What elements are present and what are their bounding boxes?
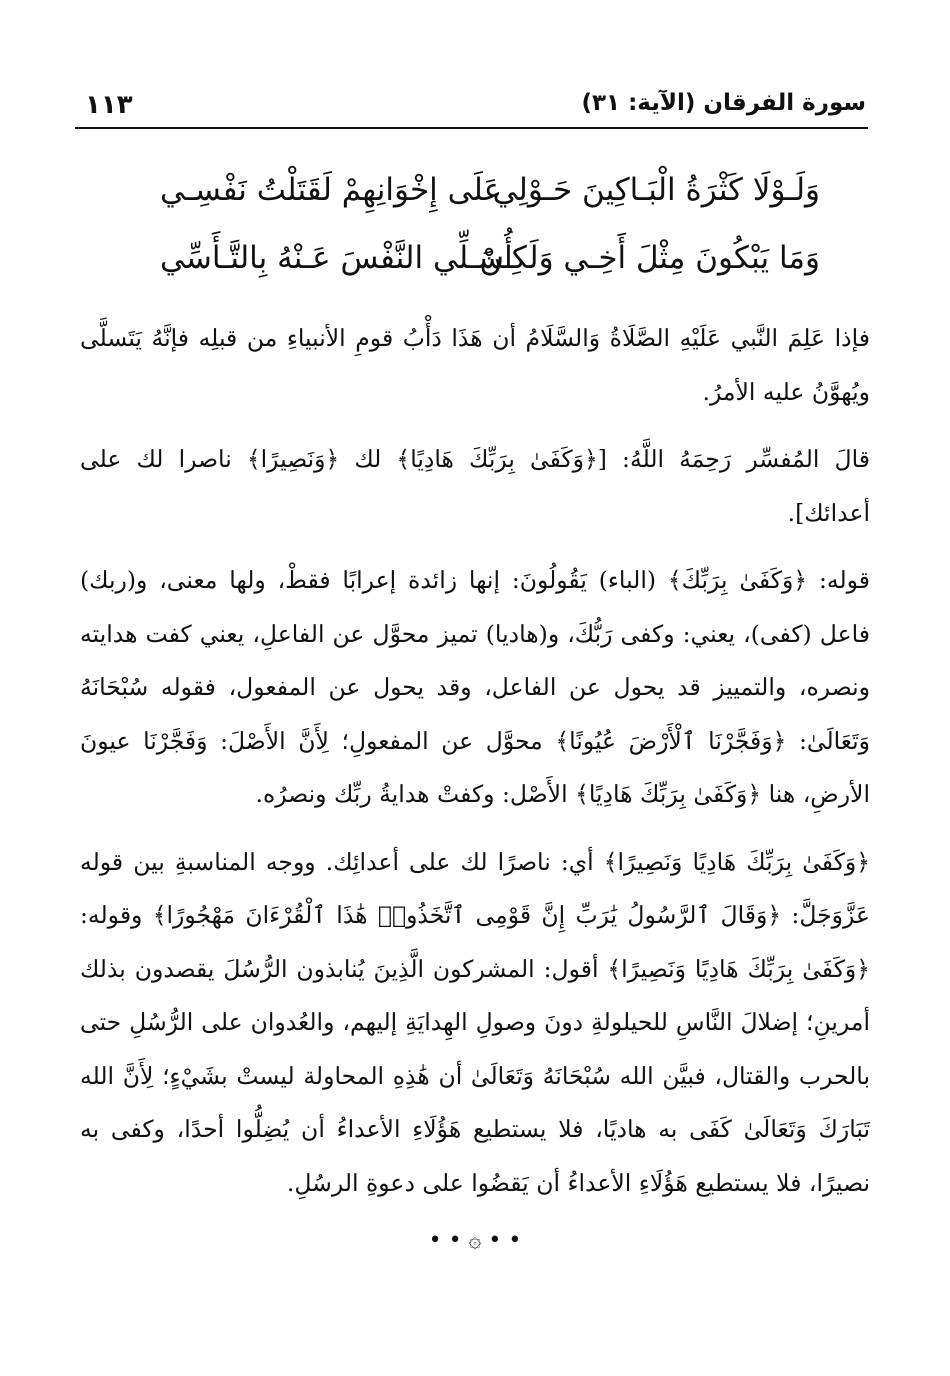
poem-verse-2-second-hemistich: أُسَـلِّي النَّفْسَ عَـنْهُ بِالتَّـأَسِّي: [160, 240, 513, 276]
poem-verse-1-second-hemistich: عَلَى إِخْوَانِهِمْ لَقَتَلْتُ نَفْسِـي: [160, 172, 503, 208]
poem-verse-2-first-hemistich: وَمَا يَبْكُونَ مِثْلَ أَخِـي وَلَكِـنْ: [479, 240, 820, 276]
header-divider: [75, 127, 868, 129]
poem-verse-1-first-hemistich: وَلَـوْلَا كَثْرَةُ الْبَـاكِينَ حَـوْلِي: [492, 172, 820, 208]
poem-verse-1: [130, 172, 820, 222]
poem-verse-2: [130, 240, 820, 290]
paragraph-spacer: [80, 540, 870, 554]
paragraph-2: قالَ المُفسِّر رَحِمَهُ اللَّهُ: [﴿وَكَفَىٰ بِرَبِّكَ هَادِيًا﴾ لك ﴿وَنَصِيرًا﴾ ناصرا لك على أعدائك].: [80, 445, 870, 527]
body-text: [80, 312, 870, 1210]
paragraph-spacer: [80, 822, 870, 836]
page-number: ١١٣: [85, 90, 133, 120]
paragraph-3: قوله: ﴿وَكَفَىٰ بِرَبِّكَ﴾ (الباء) يَقُولُونَ: إنها زائدة إعرابًا فقطْ، ولها معنى، و(ربك) فاعل (كفى)، يعني: وكفى رَبُّكَ، و(هاديا) تميز محوَّل عن الفاعلِ، يعني كفت هدايته ونصره، والتمييز قد يحول عن الفاعل، وقد يحول عن المفعول، فقوله سُبْحَانَهُ وَتَعَالَىٰ: ﴿وَفَجَّرْنَا ٱلْأَرْضَ عُيُونًا﴾ محوَّل عن المفعولِ؛ لِأَنَّ الأَصْلَ: وَفَجَّرْنَا عيونَ الأرضِ، هنا ﴿وَكَفَىٰ بِرَبِّكَ هَادِيًا﴾ الأَصْل: وكفتْ هدايةُ ربِّك ونصرُه.: [80, 566, 870, 808]
end-ornament: • • ۞ • •: [428, 1228, 522, 1253]
page-header: [75, 88, 868, 124]
paragraph-1: فإذا عَلِمَ النَّبي عَلَيْهِ الصَّلَاةُ وَالسَّلَامُ أن هَذَا دَأْبُ قومِ الأنبياءِ من قبلِه فإنَّهُ يَتَسلَّى ويُهوَّنُ عليه الأمرُ.: [80, 324, 870, 406]
running-title: سورة الفرقان (الآية: ٣١): [581, 90, 866, 116]
paragraph-4: ﴿وَكَفَىٰ بِرَبِّكَ هَادِيًا وَنَصِيرًا﴾ أي: ناصرًا لك على أعدائِك. ووجه المناسبةِ بين قوله عَزَّوَجَلَّ: ﴿وَقَالَ ٱلرَّسُولُ يَٰرَبِّ إِنَّ قَوْمِى ٱتَّخَذُوا۟ هَٰذَا ٱلْقُرْءَانَ مَهْجُورًا﴾ وقوله: ﴿وَكَفَىٰ بِرَبِّكَ هَادِيًا وَنَصِيرًا﴾ أقول: المشركون الَّذِينَ يُنابذون الرُّسُلَ يقصدون بذلك أمرينِ؛ إضلالَ النَّاسِ للحيلولةِ دونَ وصولِ الهِدايَةِ إليهم، والعُدوان على الرُّسُلِ حتى بالحرب والقتال، فبيَّن الله سُبْحَانَهُ وَتَعَالَىٰ أن هَٰذِهِ المحاولة ليستْ بشَيْءٍ؛ لِأَنَّ الله تَبَارَكَ وَتَعَالَىٰ كَفَى به هاديًا، فلا يستطيع هَؤُلَاءِ الأعداءُ أن يُضِلُّوا أحدًا، وكفى به نصيرًا، فلا يستطيع هَؤُلَاءِ الأعداءُ أن يَقضُوا على دعوةِ الرسُلِ.: [80, 847, 870, 1197]
paragraph-spacer: [80, 419, 870, 433]
